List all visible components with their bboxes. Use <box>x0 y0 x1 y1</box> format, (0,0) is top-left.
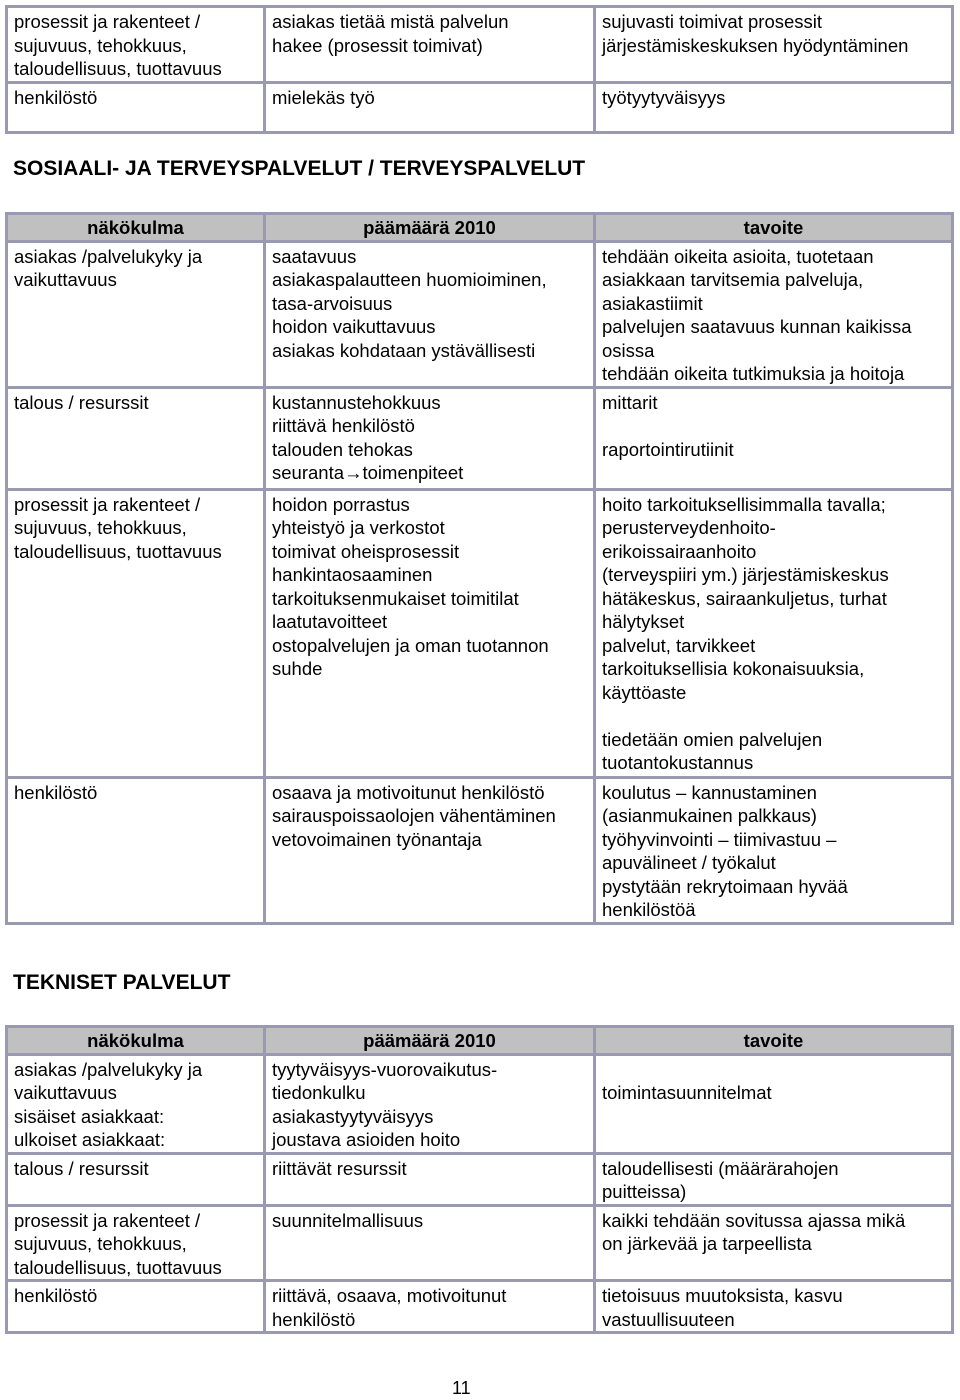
column-header: näkökulma <box>7 1027 265 1055</box>
goal-cell <box>265 1054 595 1153</box>
target-cell <box>595 1281 953 1333</box>
cell-line: henkilöstö <box>14 781 98 803</box>
goal-cell <box>265 7 595 83</box>
table-row <box>7 1153 953 1205</box>
cell-line: osissa <box>602 339 655 361</box>
goal-cell <box>265 489 595 777</box>
header-row <box>7 214 953 242</box>
cell-line: tasa-arvoisuus <box>272 292 393 314</box>
table-row <box>7 1281 953 1333</box>
cell-line: talous / resurssit <box>14 1157 149 1179</box>
goal-cell <box>265 241 595 387</box>
goal-cell <box>265 1153 595 1205</box>
target-cell <box>595 83 953 133</box>
cell-line: asiakas tietää mistä palvelun <box>272 11 509 32</box>
target-cell <box>595 1153 953 1205</box>
cell-line: tyytyväisyys-vuorovaikutus- <box>272 1058 498 1080</box>
cell-line: sujuvuus, tehokkuus, <box>14 517 187 538</box>
cell-line: tiedonkulku <box>272 1082 366 1103</box>
table-row <box>7 1205 953 1281</box>
perspective-cell <box>7 489 265 777</box>
target-cell <box>595 387 953 489</box>
column-header: tavoite <box>595 1027 953 1055</box>
goal-cell <box>265 387 595 489</box>
cell-line: palvelut, tarvikkeet <box>602 634 756 656</box>
cell-line: vaikuttavuus <box>14 269 117 290</box>
header-row <box>7 1027 953 1055</box>
target-cell <box>595 241 953 387</box>
cell-line: henkilöstö <box>272 1308 356 1330</box>
table-row <box>7 1054 953 1153</box>
perspective-cell <box>7 1205 265 1281</box>
cell-line: vetovoimainen työnantaja <box>272 828 482 850</box>
section-heading-health: SOSIAALI- JA TERVEYSPALVELUT / TERVEYSPALVELUT <box>13 157 586 180</box>
cell-line: prosessit ja rakenteet / <box>14 11 201 32</box>
cell-line: asiakastiimit <box>602 292 703 314</box>
cell-line: työtyytyväisyys <box>602 87 726 108</box>
cell-line: mielekäs työ <box>272 87 375 108</box>
page-number: 11 <box>452 1378 471 1398</box>
cell-line: tuotantokustannus <box>602 752 754 773</box>
perspective-cell <box>7 1054 265 1153</box>
cell-line: prosessit ja rakenteet / <box>14 493 201 515</box>
cell-line: hälytykset <box>602 611 685 632</box>
cell-line: hoito tarkoituksellisimmalla tavalla; <box>602 493 886 515</box>
cell-line: asiakaspalautteen huomioiminen, <box>272 269 547 290</box>
cell-line: riittävät resurssit <box>272 1157 407 1179</box>
cell-line: mittarit <box>602 391 658 413</box>
cell-line: raportointirutiinit <box>602 438 734 460</box>
goal-cell <box>265 777 595 923</box>
column-header: päämäärä 2010 <box>265 1027 595 1055</box>
column-header: näkökulma <box>7 214 265 242</box>
cell-line: tietoisuus muutoksista, kasvu <box>602 1285 843 1306</box>
cell-line: joustava asioiden hoito <box>272 1129 461 1150</box>
cell-line: järjestämiskeskuksen hyödyntäminen <box>602 34 909 56</box>
cell-line: sujuvasti toimivat prosessit <box>602 11 823 32</box>
table-row <box>7 241 953 387</box>
cell-line: tarkoituksenmukaiset toimitilat <box>272 587 519 609</box>
cell-line: tarkoituksellisia kokonaisuuksia, <box>602 658 865 679</box>
cell-line: henkilöstöä <box>602 899 696 920</box>
cell-line: erikoissairaanhoito <box>602 540 757 562</box>
cell-line: palvelujen saatavuus kunnan kaikissa <box>602 316 912 337</box>
cell-line: riittävä henkilöstö <box>272 415 415 436</box>
cell-line: taloudellisesti (määrärahojen <box>602 1157 839 1179</box>
column-header: tavoite <box>595 214 953 242</box>
target-cell <box>595 1205 953 1281</box>
cell-line: taloudellisuus, tuottavuus <box>14 540 222 562</box>
cell-line: sairauspoissaolojen vähentäminen <box>272 805 556 826</box>
goal-cell <box>265 1281 595 1333</box>
cell-line: prosessit ja rakenteet / <box>14 1209 201 1231</box>
cell-line: työhyvinvointi – tiimivastuu – <box>602 828 837 850</box>
cell-line: hoidon vaikuttavuus <box>272 316 436 337</box>
cell-line: asiakkaan tarvitsemia palveluja, <box>602 269 864 290</box>
cell-line: saatavuus <box>272 245 357 267</box>
cell-line: ostopalvelujen ja oman tuotannon <box>272 634 549 656</box>
cell-line: laatutavoitteet <box>272 611 388 632</box>
table-row <box>7 489 953 777</box>
cell-line: talouden tehokas <box>272 438 413 460</box>
cell-line: tehdään oikeita tutkimuksia ja hoitoja <box>602 363 905 384</box>
cell-line: pystytään rekrytoimaan hyvää <box>602 875 848 897</box>
cell-line: koulutus – kannustaminen <box>602 781 817 803</box>
perspective-cell <box>7 1281 265 1333</box>
technical-services-table <box>5 1025 954 1334</box>
cell-line: riittävä, osaava, motivoitunut <box>272 1285 507 1306</box>
cell-line: taloudellisuus, tuottavuus <box>14 58 222 79</box>
cell-line: hakee (prosessit toimivat) <box>272 34 483 56</box>
cell-line: ulkoiset asiakkaat: <box>14 1129 166 1150</box>
cell-line: asiakas /palvelukyky ja <box>14 1058 203 1080</box>
table-row <box>7 777 953 923</box>
target-cell <box>595 489 953 777</box>
cell-line: asiakas /palvelukyky ja <box>14 245 203 267</box>
cell-line: toimivat oheisprosessit <box>272 540 460 562</box>
cell-line: talous / resurssit <box>14 391 149 413</box>
cell-line: tehdään oikeita asioita, tuotetaan <box>602 245 874 267</box>
goal-cell <box>265 83 595 133</box>
cell-line <box>602 414 945 438</box>
health-services-table <box>5 212 954 925</box>
cell-line <box>602 1058 945 1082</box>
column-header: päämäärä 2010 <box>265 214 595 242</box>
cell-line: kustannustehokkuus <box>272 391 441 413</box>
target-cell <box>595 777 953 923</box>
cell-line: osaava ja motivoitunut henkilöstö <box>272 781 545 803</box>
cell-line: hätäkeskus, sairaankuljetus, turhat <box>602 587 887 609</box>
cell-line: vaikuttavuus <box>14 1082 117 1103</box>
cell-line: henkilöstö <box>14 1285 98 1306</box>
cell-line: suunnitelmallisuus <box>272 1209 424 1231</box>
cell-line <box>602 704 945 728</box>
cell-line: hoidon porrastus <box>272 493 410 515</box>
cell-line: on järkevää ja tarpeellista <box>602 1233 812 1254</box>
cell-line: sisäiset asiakkaat: <box>14 1105 165 1127</box>
perspective-cell <box>7 7 265 83</box>
table-row <box>7 387 953 489</box>
cell-line: sujuvuus, tehokkuus, <box>14 1233 187 1254</box>
cell-line: asiakas kohdataan ystävällisesti <box>272 339 536 361</box>
target-cell <box>595 7 953 83</box>
perspective-cell <box>7 777 265 923</box>
cell-line: hankintaosaaminen <box>272 564 433 585</box>
cell-line: kaikki tehdään sovitussa ajassa mikä <box>602 1209 906 1231</box>
cell-line: käyttöaste <box>602 681 687 703</box>
cell-line: tiedetään omien palvelujen <box>602 728 823 750</box>
top-table <box>5 5 954 134</box>
perspective-cell <box>7 241 265 387</box>
cell-line: taloudellisuus, tuottavuus <box>14 1256 222 1278</box>
table-row <box>7 7 953 83</box>
cell-line: apuvälineet / työkalut <box>602 852 776 873</box>
cell-line: puitteissa) <box>602 1181 687 1202</box>
cell-line: sujuvuus, tehokkuus, <box>14 34 187 56</box>
cell-line: (terveyspiiri ym.) järjestämiskeskus <box>602 564 889 585</box>
perspective-cell <box>7 83 265 133</box>
table-row <box>7 83 953 133</box>
perspective-cell <box>7 1153 265 1205</box>
cell-line: yhteistyö ja verkostot <box>272 517 445 538</box>
cell-line: (asianmukainen palkkaus) <box>602 805 817 826</box>
cell-line: vastuullisuuteen <box>602 1308 735 1330</box>
cell-line: suhde <box>272 658 323 679</box>
section-heading-technical: TEKNISET PALVELUT <box>13 971 231 994</box>
cell-line: perusterveydenhoito- <box>602 517 776 538</box>
cell-line: henkilöstö <box>14 87 98 108</box>
target-cell <box>595 1054 953 1153</box>
cell-line: toimintasuunnitelmat <box>602 1082 772 1103</box>
cell-line: asiakastyytyväisyys <box>272 1105 434 1127</box>
perspective-cell <box>7 387 265 489</box>
goal-cell <box>265 1205 595 1281</box>
cell-line: seuranta→toimenpiteet <box>272 462 464 483</box>
